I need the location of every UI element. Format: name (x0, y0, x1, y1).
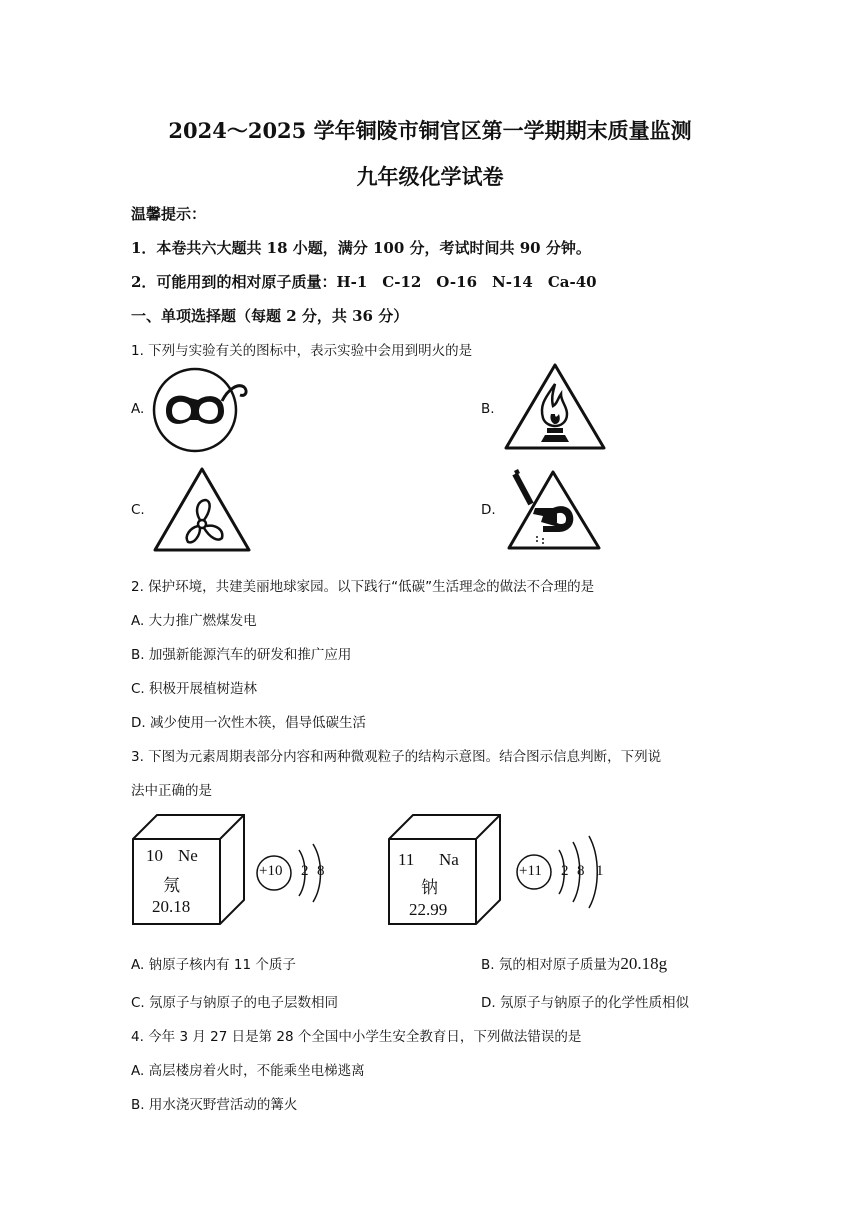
question-1-option-d: D. (481, 502, 496, 518)
hot-hand-warning-icon (503, 466, 603, 554)
neon-name: 氖 (163, 876, 180, 896)
neon-shell-2: 8 (317, 863, 325, 879)
exam-title: 2024～2025 学年铜陵市铜官区第一学期期末质量监测 (168, 118, 692, 143)
neon-symbol: Ne (178, 846, 198, 865)
notice-heading: 温馨提示： (131, 205, 207, 223)
goggles-icon (152, 365, 242, 455)
question-2-option-b: B. 加强新能源汽车的研发和推广应用 (131, 647, 352, 663)
section-heading: 一、单项选择题（每题 2 分，共 36 分） (131, 307, 409, 325)
question-3-option-c: C. 氖原子与钠原子的电子层数相同 (131, 995, 339, 1011)
question-4-stem: 4. 今年 3 月 27 日是第 28 个全国中小学生安全教育日，下列做法错误的是 (131, 1029, 582, 1045)
fan-warning-icon (152, 466, 252, 554)
question-3-stem-line-1: 3. 下图为元素周期表部分内容和两种微观粒子的结构示意图。结合图示信息判断，下列说 (131, 749, 662, 765)
question-1-option-c: C. (131, 502, 145, 518)
question-2-stem: 2. 保护环境，共建美丽地球家园。以下践行“低碳”生活理念的做法不合理的是 (131, 579, 595, 595)
flame-warning-icon (503, 362, 607, 452)
sodium-symbol: Na (439, 850, 459, 869)
question-3-stem-line-2: 法中正确的是 (131, 783, 212, 799)
sodium-shell-3: 1 (596, 863, 604, 879)
sodium-atomic-mass: 22.99 (409, 900, 448, 919)
sodium-shell-1: 2 (561, 863, 569, 879)
notice-item-1: 1．本卷共六大题共 18 小题，满分 100 分，考试时间共 90 分钟。 (131, 239, 591, 257)
sodium-name: 钠 (421, 878, 438, 898)
question-3-option-a: A. 钠原子核内有 11 个质子 (131, 957, 296, 973)
question-1-stem: 1. 下列与实验有关的图标中，表示实验中会用到明火的是 (131, 343, 473, 359)
sodium-nucleus: +11 (519, 863, 542, 879)
question-2-option-d: D. 减少使用一次性木筷，倡导低碳生活 (131, 715, 366, 731)
question-3-option-d: D. 氖原子与钠原子的化学性质相似 (481, 995, 689, 1011)
sodium-atomic-number: 11 (398, 850, 415, 869)
question-1-option-a: A. (131, 401, 145, 417)
question-3-option-b-text: B. 氖的相对原子质量为 (481, 957, 621, 973)
neon-shell-1: 2 (301, 863, 309, 879)
question-4-option-a: A. 高层楼房着火时，不能乘坐电梯逃离 (131, 1063, 365, 1079)
question-3-option-b-value: 20.18g (620, 954, 668, 973)
question-4-option-b: B. 用水浇灭野营活动的篝火 (131, 1097, 298, 1113)
neon-atomic-number: 10 (146, 846, 163, 865)
question-3-option-b (481, 953, 667, 974)
question-2-option-a: A. 大力推广燃煤发电 (131, 613, 257, 629)
question-1-option-b: B. (481, 401, 495, 417)
exam-subtitle: 九年级化学试卷 (356, 164, 504, 189)
neon-nucleus: +10 (259, 863, 283, 879)
neon-atomic-mass: 20.18 (152, 897, 191, 916)
question-2-option-c: C. 积极开展植树造林 (131, 681, 258, 697)
notice-item-2: 2．可能用到的相对原子质量：H-1 C-12 O-16 N-14 Ca-40 (131, 273, 597, 291)
sodium-shell-2: 8 (577, 863, 585, 879)
